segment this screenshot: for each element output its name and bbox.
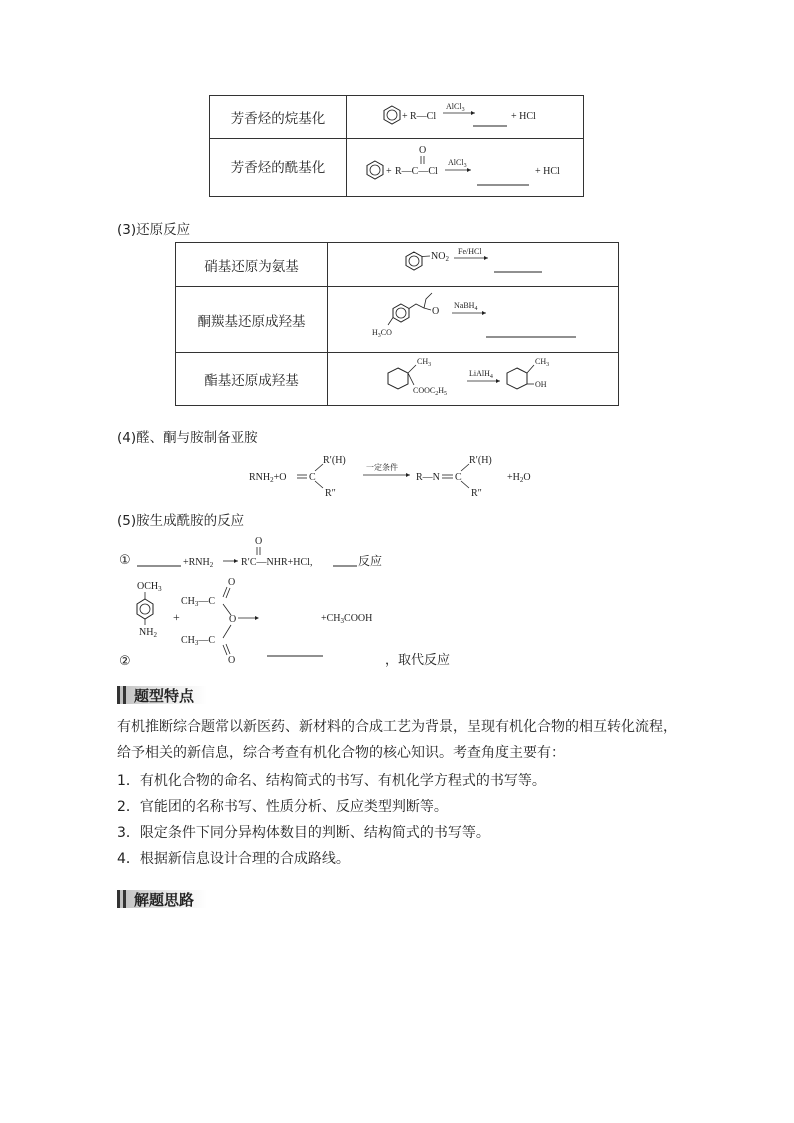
heading-2: 解题思路 (134, 891, 195, 909)
carbonyl-oxygen: O (419, 145, 427, 156)
heading-2-marker (123, 890, 126, 908)
acetyl-methyl: $CH_3—C$ (181, 596, 216, 608)
nitro-group: $NO_2$ (431, 251, 449, 263)
amide-equation-2 (117, 575, 477, 671)
nitro-equation (328, 243, 619, 287)
nitro-scheme (328, 243, 618, 282)
imine-carbon: C (455, 472, 462, 483)
reagent-label: NaBH$_4$ (454, 301, 478, 312)
item-number: ① (119, 553, 131, 568)
row-label-ketone: 酮羰基还原成羟基 (176, 287, 328, 353)
plus-sign: + (173, 610, 180, 624)
r-prime-h: R′(H) (323, 455, 346, 466)
friedel-crafts-table (209, 95, 584, 197)
bridge-oxygen: O (229, 614, 237, 625)
heading-1-marker (123, 686, 126, 704)
alkylation-scheme (347, 96, 583, 134)
ester-group: $COOC_2H_5$ (413, 386, 448, 397)
heading-2-marker (117, 890, 120, 908)
imine-equation (245, 450, 555, 502)
benzene-ring-icon (137, 599, 153, 619)
list-item: 4．根据新信息设计合理的合成路线。 (117, 851, 350, 867)
reduction-table (175, 242, 619, 406)
amide-product: R′C—NHR+HCl, (241, 557, 313, 568)
benzene-ring-icon (393, 304, 409, 322)
point-list (117, 768, 687, 872)
r-double-prime: R″ (325, 488, 336, 499)
list-item: 2．官能团的名称书写、性质分析、反应类型判断等。 (117, 799, 448, 815)
item-number: ② (119, 654, 131, 669)
byproduct: + HCl (535, 166, 560, 177)
hydroxyl-group: OH (535, 380, 547, 389)
svg-text:+: + (386, 166, 392, 177)
acylation-scheme (347, 139, 583, 192)
ketone-scheme (328, 287, 618, 348)
amide-oxygen: O (255, 536, 263, 547)
benzene-ring-icon (384, 106, 400, 124)
amino-group: $NH_2$ (139, 627, 157, 639)
heading-1: 题型特点 (134, 687, 195, 705)
methoxy-group: $H_3CO$ (372, 328, 392, 339)
acetic-acid-byproduct: $+CH_3COOH$ (321, 613, 373, 625)
row-label-ester: 酯基还原成羟基 (176, 353, 328, 406)
row-label-nitro: 硝基还原为氨基 (176, 243, 328, 287)
cyclohexane-ring-icon (507, 368, 527, 389)
amine-reactant: $+RNH_2$ (183, 557, 214, 569)
condition-label: 一定条件 (366, 463, 398, 472)
section-3-title: (3)还原反应 (117, 222, 191, 238)
row-label-acylation: 芳香烃的酰基化 (210, 139, 347, 197)
carbonyl-oxygen: O (228, 577, 236, 588)
r-prime-h: R′(H) (469, 455, 492, 466)
methoxy-group: $OCH_3$ (137, 581, 162, 593)
section-4-title: (4)醛、酮与胺制备亚胺 (117, 430, 258, 446)
alkylation-equation (347, 96, 584, 139)
amine-reactant: $RNH_2+O$ (249, 472, 287, 484)
ester-scheme (328, 353, 618, 401)
row-label-alkylation: 芳香烃的烷基化 (210, 96, 347, 139)
reagent-label: Fe/HCl (458, 247, 482, 256)
reaction-type-suffix: 反应 (358, 554, 383, 568)
ketone-oxygen: O (432, 306, 440, 317)
amide-equation-1 (117, 532, 407, 572)
list-item: 3．限定条件下同分异构体数目的判断、结构简式的书写等。 (117, 825, 490, 841)
ester-equation (328, 353, 619, 406)
acyl-chloride: R—C—Cl (395, 166, 438, 177)
heading-1-marker (117, 686, 120, 704)
intro-paragraph: 有机推断综合题常以新医药、新材料的合成工艺为背景，呈现有机化合物的相互转化流程，给予相关的新信息，综合考查有机化合物的核心知识。考查角度主要有： (117, 719, 677, 761)
cyclohexane-ring-icon (388, 368, 408, 389)
water-byproduct: $+H_2O$ (507, 472, 531, 484)
benzene-ring-icon (406, 252, 422, 270)
carbonyl-oxygen: O (228, 655, 236, 666)
catalyst-label: AlCl$_3$ (446, 102, 465, 113)
methyl-group: $CH_3$ (417, 357, 432, 368)
svg-text:+: + (402, 111, 408, 122)
methyl-group: $CH_3$ (535, 357, 550, 368)
reagent-label: LiAlH$_4$ (469, 369, 493, 380)
r-double-prime: R″ (471, 488, 482, 499)
reaction-type-suffix: ，取代反应 (385, 653, 451, 668)
benzene-ring-icon (367, 161, 383, 179)
list-item: 1．有机化合物的命名、结构简式的书写、有机化学方程式的书写等。 (117, 773, 546, 789)
acylation-equation (347, 139, 584, 197)
catalyst-label: AlCl$_3$ (448, 158, 467, 169)
alkyl-halide: R—Cl (410, 111, 437, 122)
byproduct: + HCl (511, 111, 536, 122)
acetyl-methyl: $CH_3—C$ (181, 635, 216, 647)
section-5-title: (5)胺生成酰胺的反应 (117, 513, 245, 529)
carbonyl-carbon: C (309, 472, 316, 483)
ketone-equation (328, 287, 619, 353)
imine-left: R—N (416, 472, 440, 483)
